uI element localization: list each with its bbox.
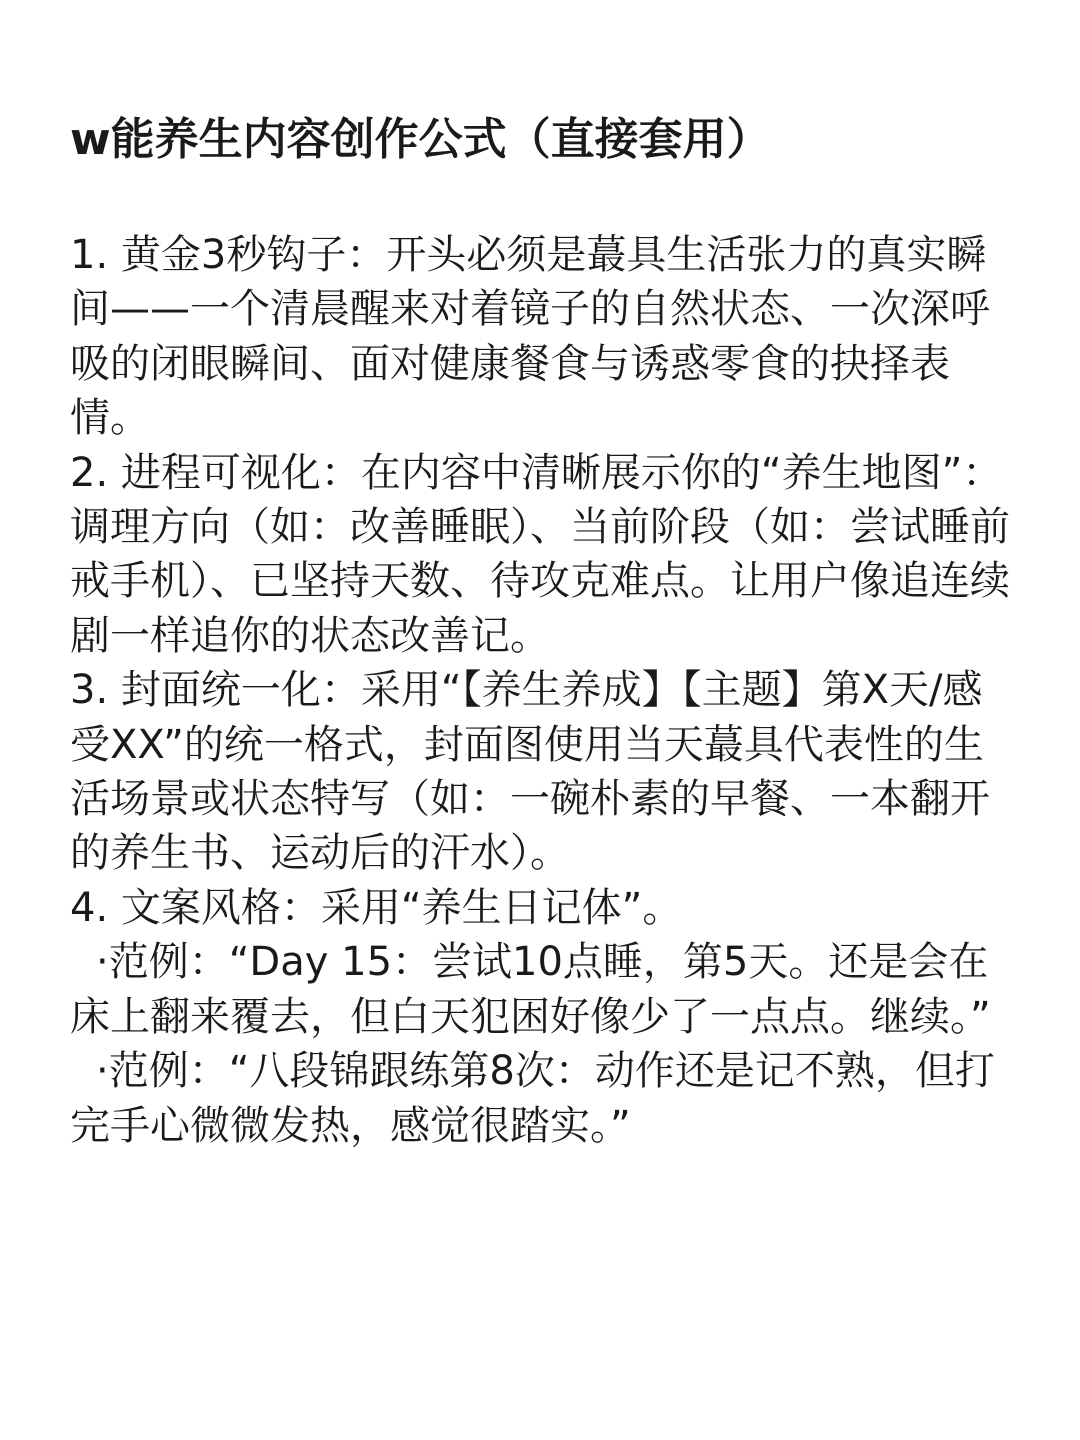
page-title: w能养生内容创作公式（直接套用） (70, 114, 771, 165)
section-progress-visualization: 2. 进程可视化：在内容中清晰展示你的“养生地图”：调理方向（如：改善睡眠）、当前阶段（如：尝试睡前戒手机）、已坚持天数、待攻克难点。让用户像追连续剧一样追你的状态改善记。 (70, 449, 1010, 659)
example-item (70, 935, 1020, 1044)
example-item (70, 1044, 1020, 1153)
example-text: ·范例：“八段锦跟练第8次：动作还是记不熟，但打完手心微微发热，感觉很踏实。” (70, 1048, 995, 1149)
section-copy-style: 4. 文案风格：采用“养生日记体”。 (70, 884, 683, 931)
example-text: ·范例：“Day 15：尝试10点睡，第5天。还是会在床上翻来覆去，但白天犯困好像少了一点点。继续。” (70, 939, 991, 1040)
note-body (70, 228, 1020, 1153)
section-golden-hook: 1. 黄金3秒钩子：开头必须是蕞具生活张力的真实瞬间——一个清晨醒来对着镜子的自然状态、一次深呼吸的闭眼瞬间、面对健康餐食与诱惑零食的抉择表情。 (70, 232, 990, 442)
section-cover-unification: 3. 封面统一化：采用“【养生养成】【主题】第X天/感受XX”的统一格式，封面图使用当天蕞具代表性的生活场景或状态特写（如：一碗朴素的早餐、一本翻开的养生书、运动后的汗水）。 (70, 667, 990, 877)
